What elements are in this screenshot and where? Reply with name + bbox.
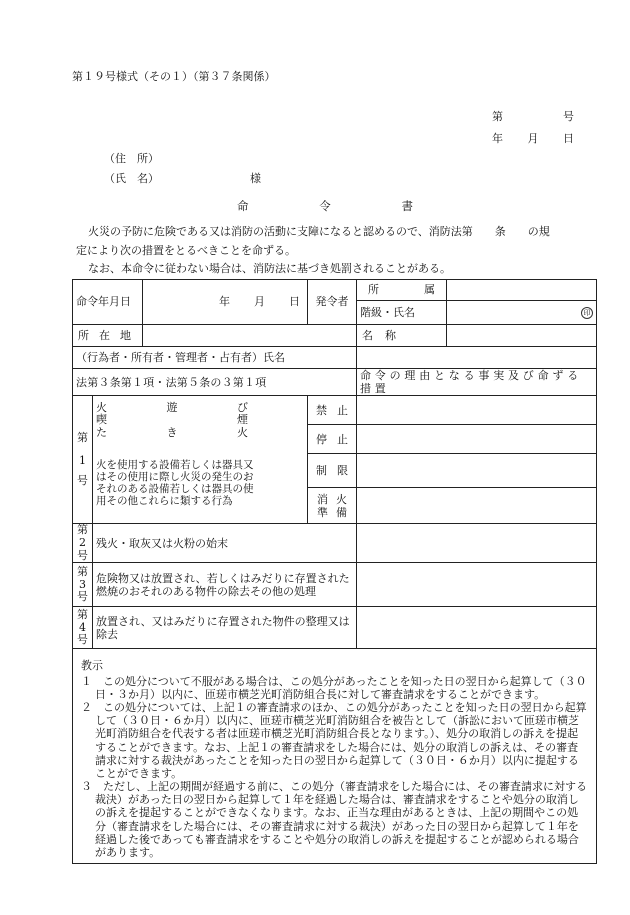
location-row: [73, 325, 597, 347]
item1-number: 第 1 号: [73, 396, 93, 524]
doc-number: 第 号: [492, 110, 574, 123]
rank-name-value: [447, 301, 597, 325]
body-paragraph-line1: 火災の予防に危険である又は消防の活動に支障になると認めるので、消防法第 条 の規: [88, 225, 550, 238]
item4-text: 放置され、又はみだりに存置された物件の整理又は除去: [93, 607, 357, 649]
seal-mark: 印: [581, 307, 593, 319]
reason-header: 命令の理由となる事実及び命ずる措置: [357, 369, 597, 396]
act-description: 火を使用する設備若しくは器具又はその使用に際し火災の発生のおそれのある設備若しくは器具の使用その他これらに類する行為: [96, 458, 254, 507]
body-penalty-note: なお、本命令に従わない場合は、消防法に基づき処罰されることがある。: [88, 262, 451, 275]
item2-text: 残火・取灰又は火粉の始末: [93, 524, 357, 563]
party-label: （行為者・所有者・管理者・占有者）氏名: [73, 347, 357, 369]
party-value: [357, 347, 597, 369]
law-header: 法第３条第１項・法第５条の３第１項: [73, 369, 357, 396]
order-date-row: [73, 280, 597, 301]
affiliation-label: 所 属: [357, 280, 447, 301]
measure-prohibit: 禁 止: [308, 396, 356, 425]
order-date-label: 命令年月日: [73, 280, 143, 325]
document-title: 命 令 書: [237, 199, 413, 213]
act-fire-play: 火 遊 び: [96, 401, 248, 415]
item1-row-prohibit: [73, 396, 597, 425]
form-id: 第１９号様式（その１）（第３７条関係）: [72, 70, 276, 83]
item4-row: [73, 607, 597, 649]
order-date-value: 年 月 日: [143, 280, 308, 325]
affiliation-value: [447, 280, 597, 301]
item3-number: 第 3 号: [73, 563, 93, 607]
address-label: （住 所）: [104, 152, 159, 165]
act-bonfire: た き 火: [96, 425, 248, 439]
body-paragraph-line2: 定により次の措置をとるべきことを命ずる。: [76, 244, 296, 257]
measure-extinguish-prep: 消 火 準 備: [308, 488, 357, 524]
instruction-item: ２ この処分については、上記１の審査請求のほか、この処分があったことを知った日の翌日から起算して（３０日・６か月）以内に、匝瑳市横芝光町消防組合を被告として（訴訟において匝瑳市横芝光町消防組合を代表する者は匝瑳市横芝光町消防組合長となります。）、処分の取消しの訴えを提起することができます。なお、上記１の審査請求をした場合には、処分の取消しの訴えは、その審査請求に対する裁決があったことを知った日の翌日から起算して（３０日・６か月）以内に提起することができます。: [81, 700, 587, 780]
measure-restrict: 制 限: [308, 454, 357, 488]
item4-number: 第 4 号: [73, 607, 93, 649]
instructions-section: [73, 649, 597, 864]
item2-number: 第 2 号: [73, 524, 93, 563]
name-title-label: 名 称: [357, 325, 447, 347]
name-title-value: [447, 325, 597, 347]
instructions-row: [73, 649, 597, 864]
item1-acts: [93, 396, 308, 524]
honorific: 様: [250, 172, 261, 185]
section-header-row: [73, 369, 597, 396]
item3-row: [73, 563, 597, 607]
location-label: 所 在 地: [73, 325, 143, 347]
name-label: （氏 名）: [104, 172, 159, 185]
instruction-item: １ この処分について不服がある場合は、この処分があったことを知った日の翌日から起算して（３０日・３か月）以内に、匝瑳市横芝光町消防組合長に対して審査請求をすることができます。: [81, 674, 587, 701]
measure-prohibit-stop: [308, 396, 357, 454]
act-smoking: 喫 煙: [96, 413, 248, 427]
instruction-item: ３ ただし、上記の期間が経過する前に、この処分（審査請求をした場合には、その審査請求に対する裁決）があった日の翌日から起算して１年を経過した場合は、審査請求をすることや処分の取消しの訴えを提起することができなくなります。なお、正当な理由があるときは、上記の期間やこの処分（審査請求をした場合には、その審査請求に対する裁決）があった日の翌日から起算して１年を経過した後であっても審査請求をすることや処分の取消しの訴えを提起することが認められる場合があります。: [81, 780, 587, 859]
location-value: [143, 325, 357, 347]
item3-text: 危険物又は放置され、若しくはみだりに存置された燃焼のおそれのある物件の除去その他の処理: [93, 563, 357, 607]
instructions-title: 教示: [81, 659, 103, 673]
issuer-label: 発令者: [308, 280, 357, 325]
measure-stop: 停 止: [316, 432, 348, 446]
party-row: [73, 347, 597, 369]
issue-date: 年 月 日: [492, 132, 574, 145]
item2-row: [73, 524, 597, 563]
order-table: [72, 279, 597, 864]
rank-name-label: 階級・氏名: [357, 301, 447, 325]
